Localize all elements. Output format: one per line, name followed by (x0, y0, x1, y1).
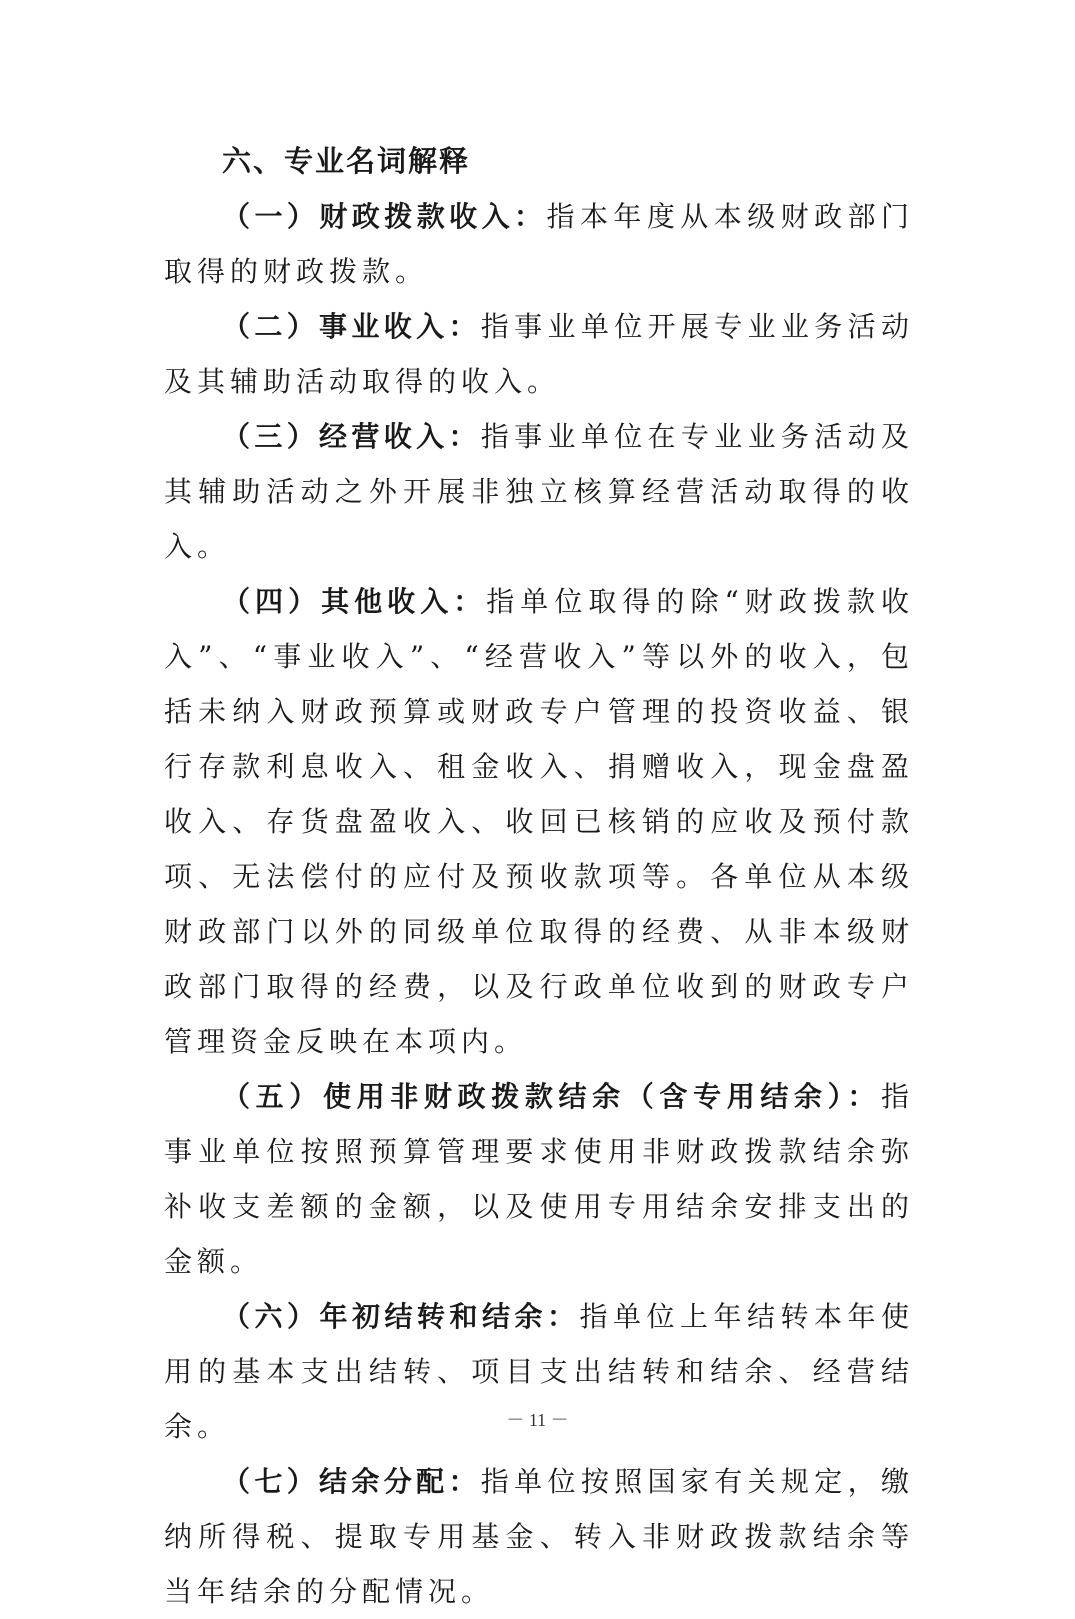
definition-term: （三）经营收入： (222, 420, 481, 453)
definition-item-7 (164, 1454, 914, 1619)
definition-text: 指单位上年结转本年使用的基本支出结转、项目支出结转和结余、经营结余。 (164, 1300, 914, 1443)
definition-text: 指本年度从本级财政部门取得的财政拨款。 (164, 200, 914, 288)
definition-term: （二）事业收入： (222, 310, 481, 343)
definition-term: （七）结余分配： (222, 1465, 481, 1498)
definition-term: （四）其他收入： (222, 585, 487, 618)
definition-term: （一）财政拨款收入： (222, 200, 547, 233)
definition-text: 指单位取得的除“财政拨款收入”、“事业收入”、“经营收入”等以外的收入，包括未纳入财政预算或财政专户管理的投资收益、银行存款利息收入、租金收入、捐赠收入，现金盘盈收入、存货盘盈收入、收回已核销的应收及预付款项、无法偿付的应付及预收款项等。各单位从本级财政部门以外的同级单位取得的经费、从非本级财政部门取得的经费，以及行政单位收到的财政专户管理资金反映在本项内。 (164, 585, 914, 1058)
definition-term: （六）年初结转和结余： (222, 1300, 580, 1333)
page-number: － 11 － (506, 1410, 569, 1430)
definition-term: （五）使用非财政拨款结余（含专用结余）： (222, 1080, 881, 1113)
definition-item-1 (164, 189, 914, 299)
definition-item-5 (164, 1069, 914, 1289)
definition-text: 指事业单位按照预算管理要求使用非财政拨款结余弥补收支差额的金额，以及使用专用结余安排支出的金额。 (164, 1080, 914, 1278)
definition-item-3 (164, 409, 914, 574)
definition-text: 指单位按照国家有关规定，缴纳所得税、提取专用基金、转入非财政拨款结余等当年结余的分配情况。 (164, 1465, 914, 1608)
definition-text: 指事业单位在专业业务活动及其辅助活动之外开展非独立核算经营活动取得的收入。 (164, 420, 914, 563)
definition-item-2 (164, 299, 914, 409)
definition-item-4 (164, 574, 914, 1069)
definition-text: 指事业单位开展专业业务活动及其辅助活动取得的收入。 (164, 310, 914, 398)
section-heading: 六、专业名词解释 (222, 144, 471, 178)
document-body (164, 133, 914, 1619)
